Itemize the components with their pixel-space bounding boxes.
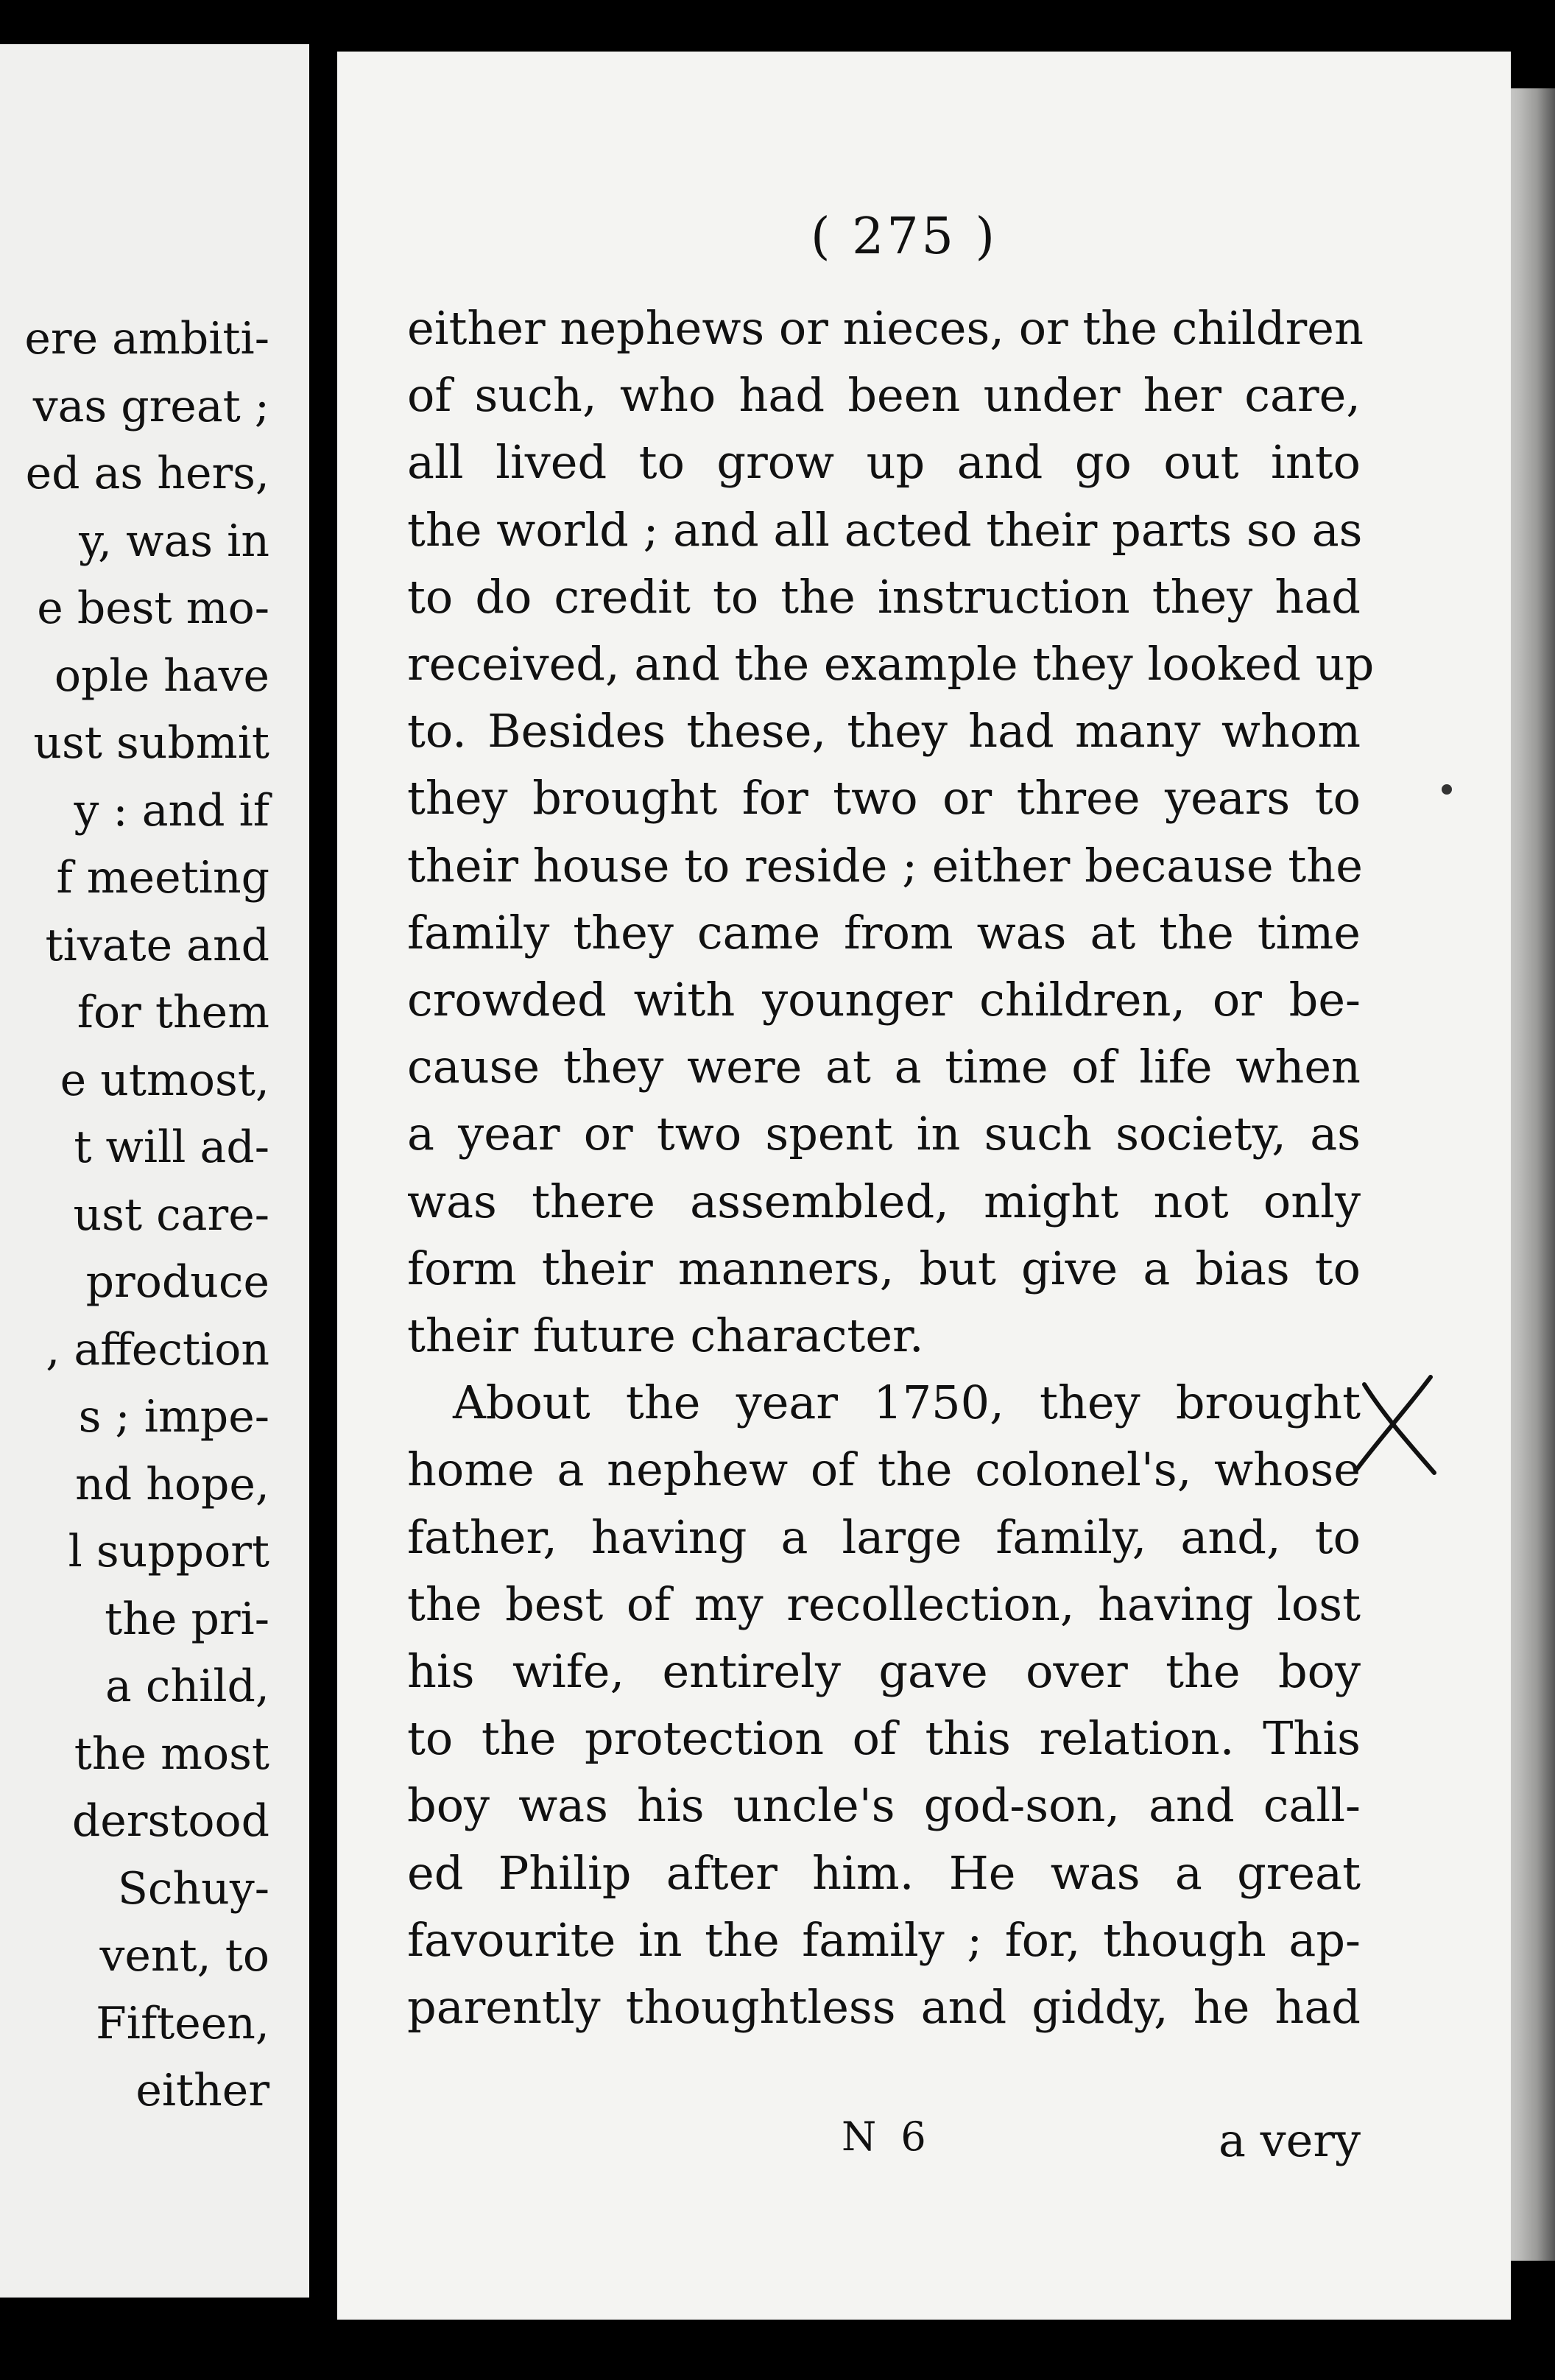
handwritten-x-mark bbox=[1350, 1370, 1445, 1480]
text-line: nd hope, bbox=[75, 1458, 269, 1510]
text-line: to. Besides these, they had many whom bbox=[407, 704, 1361, 758]
text-line: father, having a large family, and, to bbox=[407, 1510, 1361, 1564]
left-page bbox=[0, 44, 309, 2298]
text-line: was there assembled, might not only bbox=[407, 1174, 1361, 1228]
text-line: either nephews or nieces, or the children bbox=[407, 301, 1364, 355]
text-line: Schuy- bbox=[117, 1862, 269, 1915]
page-footer bbox=[407, 2113, 1361, 2180]
text-line: y : and if bbox=[74, 784, 269, 837]
text-line: crowded with younger children, or be- bbox=[407, 973, 1361, 1027]
text-line: of such, who had been under her care, bbox=[407, 368, 1361, 423]
text-line: t will ad- bbox=[74, 1122, 269, 1173]
text-line: favourite in the family ; for, though ap- bbox=[407, 1912, 1361, 1967]
ink-spot bbox=[1442, 784, 1452, 795]
text-line: home a nephew of the colonel's, whose bbox=[407, 1443, 1361, 1497]
text-line: his wife, entirely gave over the boy bbox=[407, 1644, 1361, 1699]
text-line: their house to reside ; either because the bbox=[407, 838, 1363, 892]
text-line: for them bbox=[77, 987, 269, 1038]
text-line: ed as hers, bbox=[25, 448, 269, 499]
signature-mark: N 6 bbox=[842, 2113, 932, 2160]
text-line: form their manners, but give a bias to bbox=[407, 1241, 1361, 1295]
text-line: parently thoughtless and giddy, he had bbox=[407, 1980, 1361, 2035]
book-gutter bbox=[309, 29, 337, 2327]
text-line: tivate and bbox=[45, 919, 269, 971]
text-line: the pri- bbox=[105, 1593, 269, 1645]
right-page bbox=[337, 52, 1511, 2320]
text-line: f meeting bbox=[56, 852, 269, 904]
catchword: a very bbox=[1218, 2113, 1361, 2167]
text-line: their future character. bbox=[407, 1309, 924, 1363]
text-line: a child, bbox=[105, 1661, 269, 1712]
text-line: they brought for two or three years to bbox=[407, 771, 1361, 825]
text-line: the world ; and all acted their parts so as bbox=[407, 502, 1363, 557]
text-line: l support bbox=[68, 1526, 269, 1577]
text-line: , affection bbox=[46, 1323, 269, 1376]
text-line: e best mo- bbox=[37, 582, 269, 634]
text-line: vent, to bbox=[99, 1930, 269, 1982]
text-line: vas great ; bbox=[32, 380, 269, 432]
text-line: y, was in bbox=[79, 515, 269, 567]
text-line: derstood bbox=[71, 1795, 269, 1847]
text-line: received, and the example they looked up bbox=[407, 637, 1375, 691]
text-line: a year or two spent in such society, as bbox=[407, 1107, 1361, 1161]
page-number: ( 275 ) bbox=[810, 208, 998, 266]
text-line: ople have bbox=[54, 649, 269, 702]
text-line: to the protection of this relation. This bbox=[407, 1711, 1361, 1766]
text-line: boy was his uncle's god-son, and call- bbox=[407, 1778, 1361, 1833]
text-line: produce bbox=[85, 1256, 269, 1308]
text-line: cause they were at a time of life when bbox=[407, 1040, 1361, 1094]
text-line: either bbox=[135, 2065, 269, 2116]
text-line: to do credit to the instruction they had bbox=[407, 569, 1361, 624]
text-line: ust care- bbox=[73, 1189, 269, 1241]
text-line: e utmost, bbox=[60, 1054, 269, 1106]
text-line: ust submit bbox=[33, 717, 269, 769]
text-line: family they came from was at the time bbox=[407, 905, 1361, 960]
text-line: ed Philip after him. He was a great bbox=[407, 1845, 1361, 1900]
text-line: Fifteen, bbox=[96, 1997, 269, 2049]
body-text bbox=[407, 295, 1375, 2041]
text-line: all lived to grow up and go out into bbox=[407, 435, 1361, 490]
text-line: s ; impe- bbox=[78, 1391, 269, 1443]
text-line: ere ambiti- bbox=[24, 313, 269, 365]
text-line: the best of my recollection, having lost bbox=[407, 1577, 1361, 1631]
text-line: the most bbox=[74, 1728, 269, 1780]
left-page-text bbox=[24, 306, 269, 2125]
text-line: About the year 1750, they brought bbox=[453, 1376, 1361, 1430]
